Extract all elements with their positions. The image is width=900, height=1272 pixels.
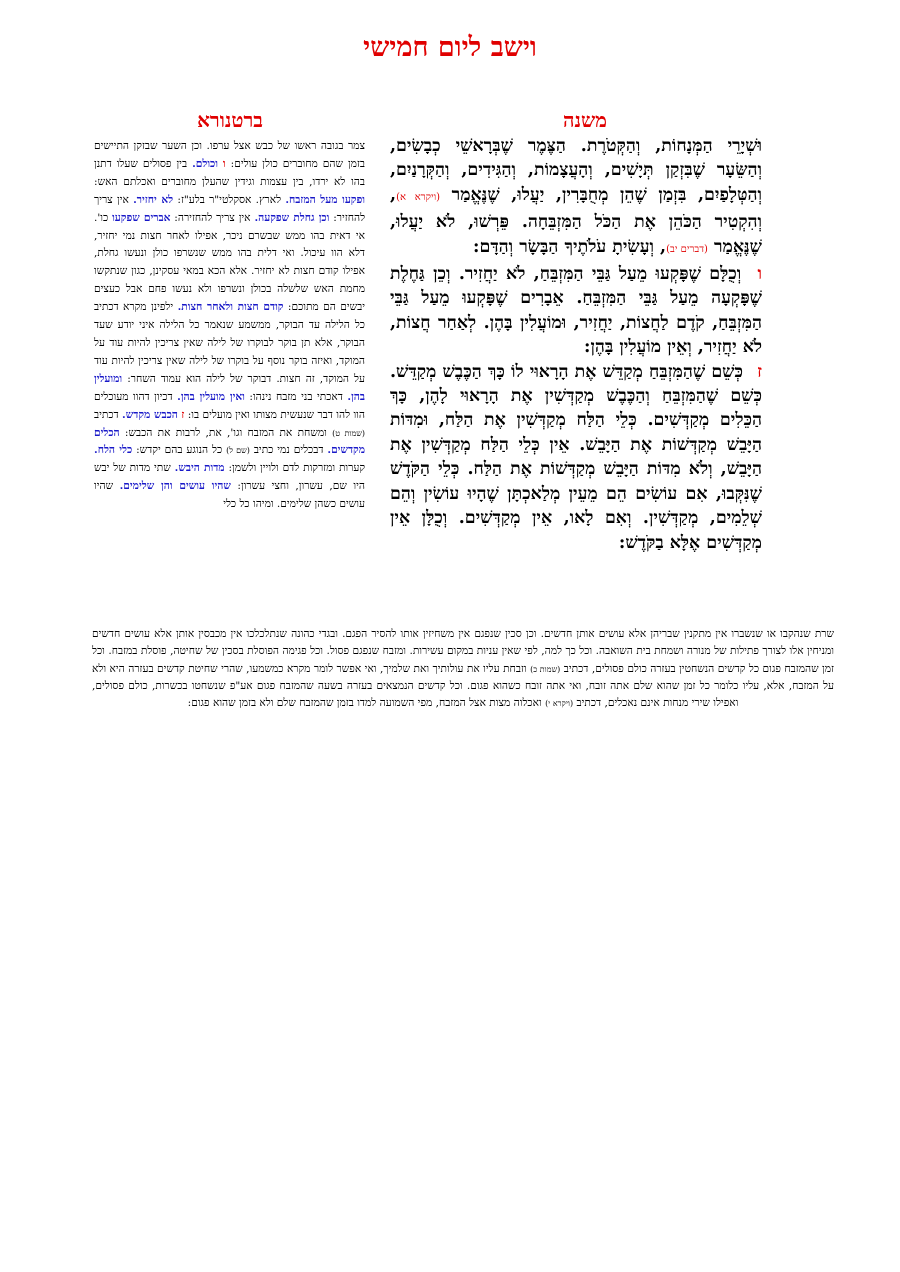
comment-text: ואכלוה מצות אצל המזבח, מפי השמועה למדו בזמן שהמזבח שלם ולא בזמן שהוא פגום:: [187, 697, 542, 710]
mishna-number: ז: [181, 408, 185, 421]
comment-text: אין צריך להחזירה:: [174, 211, 251, 224]
dibbur-hamatchil: ומועלין בהן.: [94, 372, 365, 403]
comment-text: וזבחת עליו את עולותיך ואת שלמיך, ואי אפשר לומר מקרא כמשמעו, שהרי שחיטת קדשים בעזרה היא ולא על המזבח, אלא, עליו כלומר כל זמן שהוא שלם אתה זובח, ואי אתה זובח כשהוא פגום. וכל קדשים הנמצאים בעזרה בשעה שהמזבח פגום אע"פ שנשחטו בכשרות, כולם פסולים, ואפילו שירי מנחות אינם נאכלים, דכתיב: [92, 662, 834, 710]
verse-reference: (דברים יב): [666, 243, 708, 255]
comment-text: כל הנוגע בהם יקדש:: [136, 444, 223, 457]
dibbur-hamatchil: וכולם.: [192, 157, 218, 170]
comment-text: ילפינן מקרא דכתיב כל הלילה עד הבוקר, ממשמע שנאמר כל הלילה איני יודע שעד הבוקר, אלא תן בוקר לבוקרו של לילה שאין צריכין להיות עוד על המוקד, ואיזה בוקר נוסף על בוקרו של לילה שאין צריכין להיות עוד על המוקד, זה חצות. דבוקר של לילה הוא עמוד השחר:: [94, 301, 365, 385]
dibbur-hamatchil: כלי הלח.: [94, 444, 133, 457]
comment-text: דאכתי בני מזבח נינהו:: [249, 390, 343, 403]
dibbur-hamatchil: מדות היבש.: [174, 462, 225, 475]
mishna-6: [390, 262, 762, 360]
mishna-5: [390, 134, 762, 262]
comment-text: קערות ומזרקות לדם ולויין ולשמן:: [228, 462, 366, 475]
comment-text: בין פסולים שעלו דתנן בהו לא ירדו, בין עצמות וגידין שהעלן מחוברים ואכלתם האש:: [94, 157, 365, 188]
comment-text: אין צריך להחזיר:: [94, 193, 366, 224]
dibbur-hamatchil: שהיו עושים והן שלימים.: [119, 480, 231, 493]
mishna-5-text-2: , וְהִקְטִיר הַכֹּהֵן אֶת הַכֹּל הַמִּזְבֵּחָה. פֵּרְשׁוּ, לֹא יַעֲלוּ, שֶׁנֶּאֱמַר: [390, 184, 762, 257]
comment-text: לארץ. אסקלטי"ר בלע"ז:: [177, 193, 282, 206]
verse-reference: (שמות כ): [530, 664, 561, 674]
dibbur-hamatchil: הכלים מקדשים.: [94, 426, 365, 457]
comment-text: ומשחת את המזבח וגו', את, לרבות את הכבש:: [124, 426, 327, 439]
mishna-heading: משנה: [562, 108, 608, 132]
mishna-number: ו: [222, 157, 226, 170]
page-title: וישב ליום חמישי: [363, 32, 537, 63]
mishna-7: [390, 360, 762, 555]
comment-text: שהיו עושים כשהן שלימים. ומיהו כל כלי: [94, 480, 365, 511]
mishna-7-text: כְּשֵׁם שֶׁהַמִּזְבֵּחַ מְקַדֵּשׁ אֶת הָרָאוּי לוֹ כָּךְ הַכֶּבֶשׁ מְקַדֵּשׁ. כְּשֵׁם שֶׁהַמִּזְבֵּחַ וְהַכֶּבֶשׁ מְקַדְּשִׁין אֶת הָרָאוּי לָהֶן, כָּךְ הַכֵּלִים מְקַדְּשִׁים. כְּלֵי הַלַּח מְקַדְּשִׁין אֶת הַלַּח, וּמִדּוֹת הַיָּבֵשׁ מְקַדְּשׁוֹת אֶת הַיָּבֵשׁ. אֵין כְּלֵי הַלַּח מְקַדְּשִׁין אֶת הַיָּבֵשׁ, וְלֹא מִדּוֹת הַיָּבֵשׁ מְקַדְּשׁוֹת אֶת הַלַּח. כְּלֵי הַקֹּדֶשׁ שֶׁנִּקְּבוּ, אִם עוֹשִׂים הֵם מֵעֵין מְלַאכְתָּן שֶׁהָיוּ עוֹשִׂין וְהֵם שְׁלֵמִים, מְקַדְּשִׁין. וְאִם לָאו, אֵין מְקַדְּשִׁים. וְכֻלָּן אֵין מְקַדְּשִׁים אֶלָּא בַקֹּדֶשׁ:: [390, 361, 762, 553]
comment-text: כו'. אי דאית בהו ממש שבשרם ניכר, אפילו לאחר חצות נמי יחזיר, דלא הוו עיכול. ואי דלית בהו ממש שנשרפו כולן ונעשו גחלת, אפילו קודם חצות לא יחזיר. אלא הכא במאי עסקינן, כגון שנתקשו מחמת האש שלשלה בכולן ונשרפו ולא נעשו פחם אבל כעצים יבשים הם מתוכם:: [94, 211, 365, 314]
dibbur-hamatchil: ואין מועלין בהן.: [177, 390, 245, 403]
dibbur-hamatchil: וכן גחלת שפקעה.: [254, 211, 330, 224]
comment-text: צמר בגובה ראשו של כבש אצל ערפו. וכן השער שבזקן התיישים בזמן שהם מחוברים כולן עולים:: [94, 140, 365, 170]
verse-reference: (שם ל): [226, 446, 250, 456]
mishna-column: [390, 134, 762, 555]
mishna-5-text: וּשְׁיָרֵי הַמְּנָחוֹת, וְהַקְּטֹרֶת. הַצֶּמֶר שֶׁבְּרָאשֵׁי כְבָשִׂים, וְהַשֵּׂעָר שֶׁבִּזְקַן תְּיָשִׁים, וְהָעֲצָמוֹת, וְהַגִּידִים, וְהַקְּרָנַיִם, וְהַטְּלָפַיִם, בִּזְמַן שֶׁהֵן מְחֻבָּרִין, יַעֲלוּ, שֶׁנֶּאֱמַר: [390, 136, 762, 205]
comment-text: שתי מדות של יבש היו שם, עשרון, וחצי עשרון:: [94, 462, 365, 493]
mishna-number: ז: [757, 361, 762, 382]
comment-text: דכיון דהוו מעוכלים הוו להו דבר שנעשית מצותו ואין מועלים בו:: [94, 390, 365, 421]
dibbur-hamatchil: ופקעו מעל המזבח.: [285, 193, 365, 206]
comment-text: שרת שנהקבו או שנשברו אין מתקנין שבריהן אלא עושים אותן חדשים. וכן סכין שנפגם אין משחיזין אותו להסיר הפגם. ובגדי כהונה שנתלכלכו אין מכבסין אותן אלא עושים חדשים ומניחין אלו לצורך פתילות של מנורה ושמחת בית השואבה. וכל כך למה, לפי שאין עניות במקום עשירות. ומזבח שנפגם פסול. וכל פגימה הפוסלת בסכין של שחיטה, פוסלת במזבח. וכל זמן שהמזבח פגום כל קדשים הנשחטין בעזרה כולם פסולים, דכתיב: [92, 628, 834, 675]
dibbur-hamatchil: הכבש מקדש.: [122, 408, 178, 421]
comment-text: דכתיב: [94, 408, 119, 421]
verse-reference: (שמות ט): [332, 428, 365, 438]
comment-text: דבכלים נמי כתיב: [253, 444, 324, 457]
bartenura-column: [94, 138, 365, 514]
mishna-number: ו: [757, 264, 762, 285]
verse-reference: (ויקרא י): [545, 699, 574, 709]
verse-reference: (ויקרא א): [396, 191, 441, 203]
mishna-5-text-3: , וְעָשִׂיתָ עֹלֹתֶיךָ הַבָּשָׂר וְהַדָּם:: [473, 236, 667, 257]
bartenura-continuation: [92, 626, 834, 712]
dibbur-hamatchil: אברים שפקעו: [112, 211, 171, 224]
mishna-6-text: וְכֻלָּם שֶׁפָּקְעוּ מֵעַל גַּבֵּי הַמִּזְבֵּחַ, לֹא יַחֲזִיר. וְכֵן גַּחֶלֶת שֶׁפָּקְעָה מֵעַל גַּבֵּי הַמִּזְבֵּחַ. אֵבָרִים שֶׁפָּקְעוּ מֵעַל גַּבֵּי הַמִּזְבֵּחַ, קֹדֶם לַחֲצוֹת, יַחֲזִיר, וּמוֹעֲלִין בָּהֶן. לְאַחַר חֲצוֹת, לֹא יַחֲזִיר, וְאֵין מוֹעֲלִין בָּהֶן:: [390, 264, 762, 358]
bartenura-heading: ברטנורא: [197, 108, 263, 132]
dibbur-hamatchil: קודם חצות ולאחר חצות.: [177, 301, 284, 314]
dibbur-hamatchil: לא יחזיר.: [133, 193, 174, 206]
